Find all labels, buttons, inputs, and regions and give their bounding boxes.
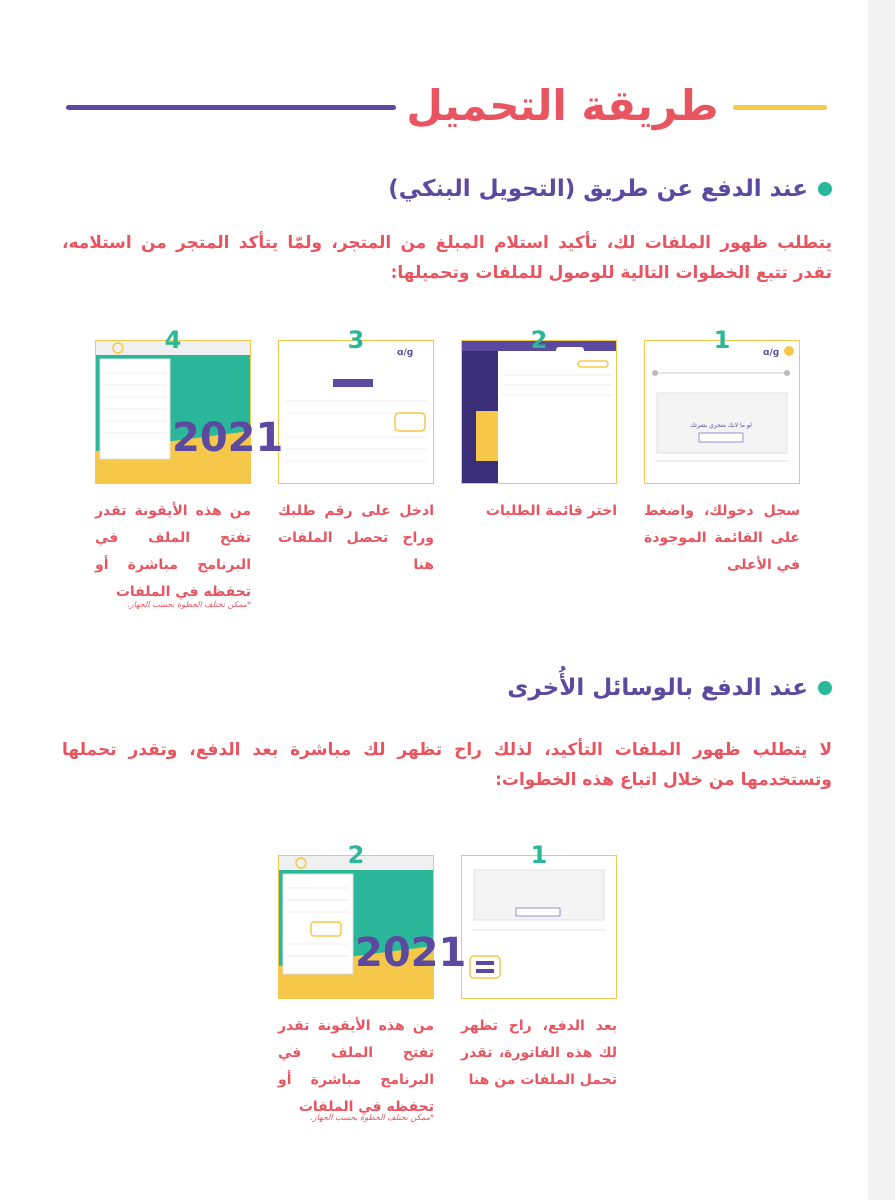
step-number: 2 xyxy=(530,326,548,354)
svg-text:ɑ/ɡ: ɑ/ɡ xyxy=(397,348,414,358)
step-caption: من هذه الأيقونة تقدر تفتح الملف في البرنامج مباشرة أو تحفظه في الملفات xyxy=(278,1018,434,1115)
step-number: 3 xyxy=(347,326,365,354)
step-caption: من هذه الأيقونة تقدر تفتح الملف في البرنامج مباشرة أو تحفظه في الملفات xyxy=(95,503,251,600)
title-divider-right xyxy=(733,105,827,110)
title-divider-left xyxy=(66,105,396,110)
step-screenshot xyxy=(461,340,617,484)
step-screenshot xyxy=(95,340,284,484)
section-heading-text: عند الدفع بالوسائل الأُخرى xyxy=(507,675,808,701)
svg-text:2021: 2021 xyxy=(355,930,467,976)
section-intro: يتطلب ظهور الملفات لك، تأكيد استلام المبلغ من المتجر، ولمّا يتأكد المتجر من استلامه، تقدر تتبع الخطوات التالية للوصول للملفات وتحميلها: xyxy=(62,233,832,283)
screenshot-year-text: 2021 xyxy=(172,415,284,461)
svg-text:ɑ/ɡ: ɑ/ɡ xyxy=(763,348,780,358)
section-heading-bank-transfer xyxy=(388,176,832,202)
device-note: *ممكن تختلف الخطوة بحسب الجهاز. xyxy=(310,1113,434,1122)
bullet-icon xyxy=(818,182,832,196)
step-screenshot xyxy=(278,340,434,484)
step-caption: سجل دخولك، واضغط على القائمة الموجودة في الأعلى xyxy=(644,503,800,573)
step-screenshot xyxy=(278,855,467,999)
step-caption: ادخل على رقم طلبك وراح تحصل الملفات هنا xyxy=(278,503,434,573)
step-number: 1 xyxy=(713,326,731,354)
device-note: *ممكن تختلف الخطوة بحسب الجهاز. xyxy=(127,600,251,609)
section-intro: لا يتطلب ظهور الملفات التأكيد، لذلك راح تظهر لك مباشرة بعد الدفع، وتقدر تحملها وتستخدمها من خلال اتباع هذه الخطوات: xyxy=(62,740,832,790)
section-heading-text: عند الدفع عن طريق (التحويل البنكي) xyxy=(388,176,808,202)
step-caption: بعد الدفع، راح تظهر لك هذه الفاتورة، تقدر تحمل الملفات من هنا xyxy=(461,1018,617,1088)
step-number: 1 xyxy=(530,841,548,869)
step-number: 2 xyxy=(347,841,365,869)
step-screenshot xyxy=(461,855,617,999)
step-caption: اختر قائمة الطلبات xyxy=(485,503,617,519)
step-screenshot xyxy=(644,340,800,484)
page-title: طريقة التحميل xyxy=(406,81,719,130)
screenshot-thanks-text: لو ما لابك متجري بشرتك xyxy=(690,422,752,429)
title-row xyxy=(0,74,868,144)
step-number: 4 xyxy=(164,326,182,354)
section-heading-other-methods xyxy=(507,675,832,701)
bullet-icon xyxy=(818,681,832,695)
